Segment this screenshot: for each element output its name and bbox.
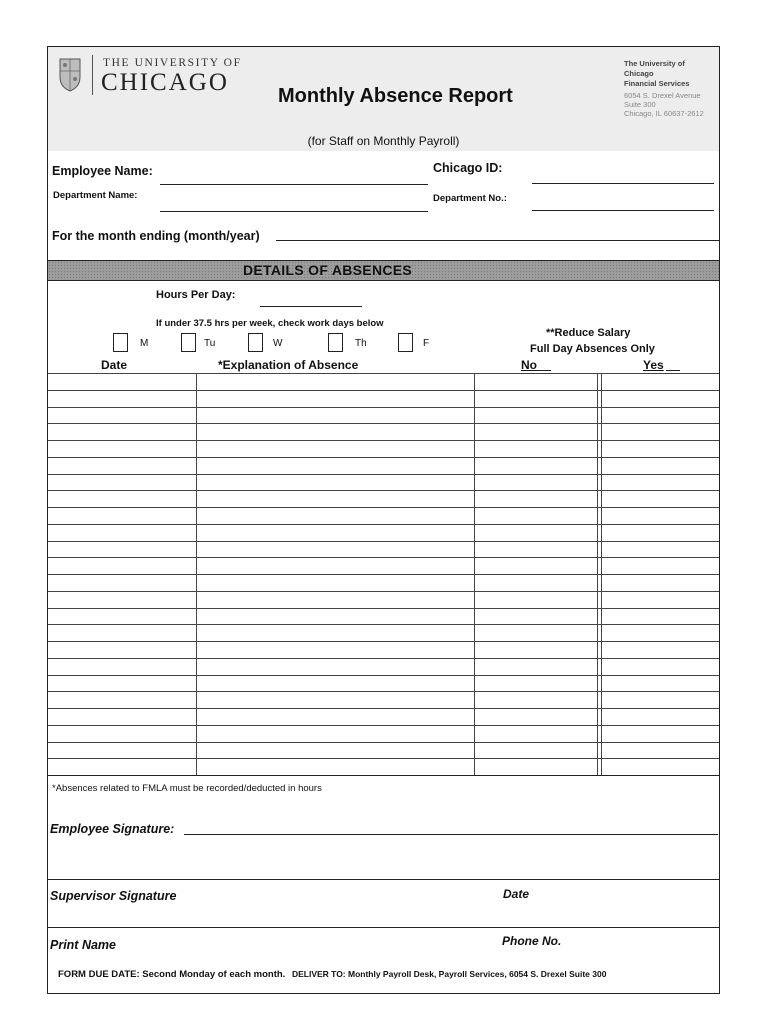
explanation-cell[interactable] [196,725,474,741]
month-ending-label: For the month ending (month/year) [52,229,260,243]
explanation-cell[interactable] [196,390,474,406]
date-cell[interactable] [48,591,196,607]
employee-signature-field[interactable] [184,834,718,835]
yes-cell[interactable] [601,758,719,774]
explanation-cell[interactable] [196,574,474,590]
yes-cell[interactable] [601,440,719,456]
no-cell[interactable] [474,708,597,724]
yes-cell[interactable] [601,557,719,573]
month-ending-field[interactable] [276,240,719,241]
explanation-cell[interactable] [196,423,474,439]
yes-cell[interactable] [601,507,719,523]
employee-name-field[interactable] [160,184,428,185]
no-cell[interactable] [474,407,597,423]
reduce-salary-label: **Reduce Salary [546,327,631,339]
date-cell[interactable] [48,457,196,473]
no-cell[interactable] [474,490,597,506]
absence-table [48,373,719,775]
date-cell[interactable] [48,557,196,573]
logo-text-line2: CHICAGO [101,69,229,96]
yes-cell[interactable] [601,407,719,423]
explanation-cell[interactable] [196,691,474,707]
page-title: Monthly Absence Report [278,85,513,107]
yes-cell[interactable] [601,474,719,490]
day-label-monday: M [140,338,149,349]
no-cell[interactable] [474,373,597,389]
section-rule [48,879,719,880]
address-line2: Suite 300 [624,100,656,109]
address-line1: 6054 S. Drexel Avenue [624,91,701,100]
section-rule [48,927,719,928]
day-label-tuesday: Tu [204,338,216,349]
page-subtitle: (for Staff on Monthly Payroll) [307,134,460,148]
university-crest-icon [58,57,82,93]
date-cell[interactable] [48,675,196,691]
checkbox-monday[interactable] [113,333,128,352]
explanation-cell[interactable] [196,541,474,557]
date-cell[interactable] [48,742,196,758]
checkbox-tuesday[interactable] [181,333,196,352]
no-cell[interactable] [474,507,597,523]
due-date-text: FORM DUE DATE: Second Monday of each month. [58,969,286,980]
day-label-thursday: Th [355,338,367,349]
date-cell[interactable] [48,373,196,389]
full-day-only-label: Full Day Absences Only [530,343,655,355]
yes-cell[interactable] [601,691,719,707]
no-cell[interactable] [474,725,597,741]
no-underline-extension [537,370,551,371]
employee-name-label: Employee Name: [52,164,153,178]
yes-cell[interactable] [601,624,719,640]
day-label-wednesday: W [273,338,283,349]
date-cell[interactable] [48,440,196,456]
due-date-note [58,969,606,980]
explanation-cell[interactable] [196,591,474,607]
no-cell[interactable] [474,608,597,624]
chicago-id-field[interactable] [532,183,714,184]
explanation-cell[interactable] [196,624,474,640]
explanation-cell[interactable] [196,490,474,506]
yes-cell[interactable] [601,490,719,506]
no-cell[interactable] [474,641,597,657]
yes-cell[interactable] [601,457,719,473]
explanation-cell[interactable] [196,658,474,674]
day-label-friday: F [423,338,430,349]
date-cell[interactable] [48,507,196,523]
no-cell[interactable] [474,624,597,640]
date-cell[interactable] [48,490,196,506]
chicago-id-label: Chicago ID: [433,161,503,175]
no-cell[interactable] [474,557,597,573]
column-header-yes: Yes [643,358,664,372]
yes-cell[interactable] [601,708,719,724]
checkbox-wednesday[interactable] [248,333,263,352]
no-cell[interactable] [474,675,597,691]
hours-per-day-field[interactable] [260,306,362,307]
no-cell[interactable] [474,541,597,557]
date-cell[interactable] [48,708,196,724]
date-label: Date [503,887,530,901]
office-name-line1: The University of Chicago [624,59,685,78]
date-cell[interactable] [48,725,196,741]
yes-cell[interactable] [601,390,719,406]
explanation-cell[interactable] [196,524,474,540]
date-cell[interactable] [48,758,196,774]
logo-text-line1: THE UNIVERSITY OF [103,57,242,69]
office-name [624,59,716,89]
date-cell[interactable] [48,691,196,707]
office-address [624,91,716,118]
department-name-field[interactable] [160,211,428,212]
column-header-no: No [521,358,537,372]
department-no-label: Department No.: [433,193,507,204]
no-cell[interactable] [474,457,597,473]
no-cell[interactable] [474,390,597,406]
office-name-line2: Financial Services [624,79,690,88]
yes-cell[interactable] [601,591,719,607]
yes-cell[interactable] [601,574,719,590]
explanation-cell[interactable] [196,675,474,691]
date-cell[interactable] [48,423,196,439]
fmla-note: *Absences related to FMLA must be recorded/deducted in hours [52,783,322,794]
date-cell[interactable] [48,641,196,657]
no-cell[interactable] [474,574,597,590]
hours-per-day-label: Hours Per Day: [156,289,236,301]
yes-cell[interactable] [601,608,719,624]
column-header-explanation: *Explanation of Absence [218,358,359,372]
department-name-label: Department Name: [53,190,138,201]
checkbox-thursday[interactable] [328,333,343,352]
date-cell[interactable] [48,474,196,490]
date-cell[interactable] [48,658,196,674]
explanation-cell[interactable] [196,457,474,473]
date-cell[interactable] [48,624,196,640]
yes-cell[interactable] [601,524,719,540]
address-line3: Chicago, IL 60637-2612 [624,109,704,118]
yes-cell[interactable] [601,675,719,691]
no-cell[interactable] [474,591,597,607]
logo-divider [92,55,93,95]
details-section-title: DETAILS OF ABSENCES [243,262,413,278]
supervisor-signature-label: Supervisor Signature [50,889,177,903]
deliver-to-text: DELIVER TO: Monthly Payroll Desk, Payroll Services, 6054 S. Drexel Suite 300 [291,969,607,979]
no-cell[interactable] [474,758,597,774]
date-cell[interactable] [48,574,196,590]
yes-cell[interactable] [601,423,719,439]
no-cell[interactable] [474,658,597,674]
phone-label: Phone No. [502,934,562,948]
explanation-cell[interactable] [196,758,474,774]
explanation-cell[interactable] [196,641,474,657]
employee-signature-label: Employee Signature: [50,822,175,836]
yes-underline-extension [666,370,680,371]
explanation-cell[interactable] [196,507,474,523]
no-cell[interactable] [474,524,597,540]
date-cell[interactable] [48,390,196,406]
yes-cell[interactable] [601,742,719,758]
yes-cell[interactable] [601,725,719,741]
explanation-cell[interactable] [196,608,474,624]
no-cell[interactable] [474,691,597,707]
date-cell[interactable] [48,524,196,540]
explanation-cell[interactable] [196,373,474,389]
under-hours-note: If under 37.5 hrs per week, check work days below [156,318,384,329]
column-header-date: Date [101,358,128,372]
explanation-cell[interactable] [196,474,474,490]
explanation-cell[interactable] [196,407,474,423]
print-name-label: Print Name [50,938,116,952]
explanation-cell[interactable] [196,708,474,724]
explanation-cell[interactable] [196,742,474,758]
table-bottom-rule [48,775,719,776]
department-no-field[interactable] [532,210,714,211]
no-cell[interactable] [474,440,597,456]
yes-cell[interactable] [601,641,719,657]
date-cell[interactable] [48,541,196,557]
explanation-cell[interactable] [196,557,474,573]
yes-cell[interactable] [601,658,719,674]
date-cell[interactable] [48,608,196,624]
checkbox-friday[interactable] [398,333,413,352]
yes-cell[interactable] [601,541,719,557]
no-cell[interactable] [474,742,597,758]
no-cell[interactable] [474,423,597,439]
yes-cell[interactable] [601,373,719,389]
explanation-cell[interactable] [196,440,474,456]
no-cell[interactable] [474,474,597,490]
date-cell[interactable] [48,407,196,423]
absence-report-form [47,46,720,994]
